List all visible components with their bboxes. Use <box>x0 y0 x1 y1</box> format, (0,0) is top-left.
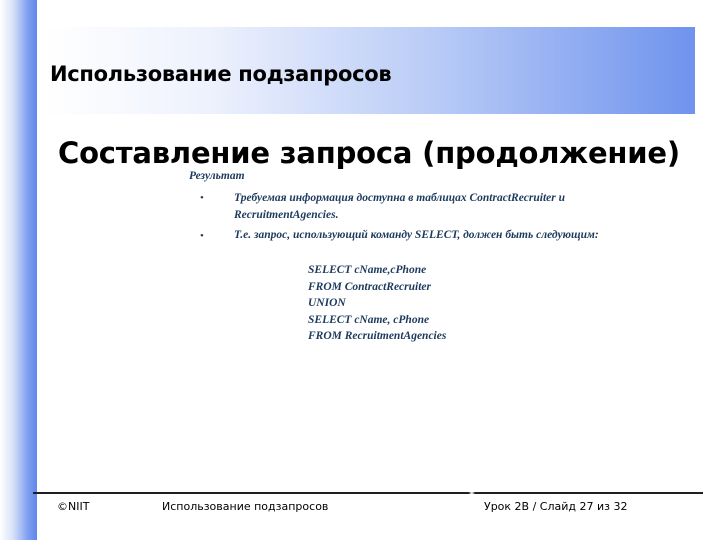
bullet-marker: • <box>200 230 204 242</box>
result-heading: Результат <box>189 170 245 182</box>
footer-divider <box>33 492 703 494</box>
bullet-item-query: Т.е. запрос, использующий команду SELECT, должен быть следующим: <box>234 229 599 241</box>
left-gradient-bar <box>0 0 37 540</box>
code-line: FROM ContractRecruiter <box>308 280 432 293</box>
slide-header-title: Использование подзапросов <box>50 62 392 86</box>
footer-topic: Использование подзапросов <box>162 500 329 513</box>
slide-subtitle: Составление запроса (продолжение) <box>58 136 680 170</box>
code-line: SELECT cName, cPhone <box>308 313 430 326</box>
code-line: FROM RecruitmentAgencies <box>308 330 447 342</box>
footer-copyright: ©NIIT <box>57 500 90 513</box>
bullet-marker: • <box>200 192 204 204</box>
code-line: UNION <box>308 297 346 309</box>
sql-code-block <box>308 262 446 345</box>
footer-slide-info: Урок 2B / Слайд 27 из 32 <box>484 500 628 513</box>
code-line: SELECT cName,cPhone <box>308 264 427 276</box>
bullet-item-tables: Требуемая информация доступна в таблицах ContractRecruiter и RecruitmentAgencies. <box>234 192 566 221</box>
